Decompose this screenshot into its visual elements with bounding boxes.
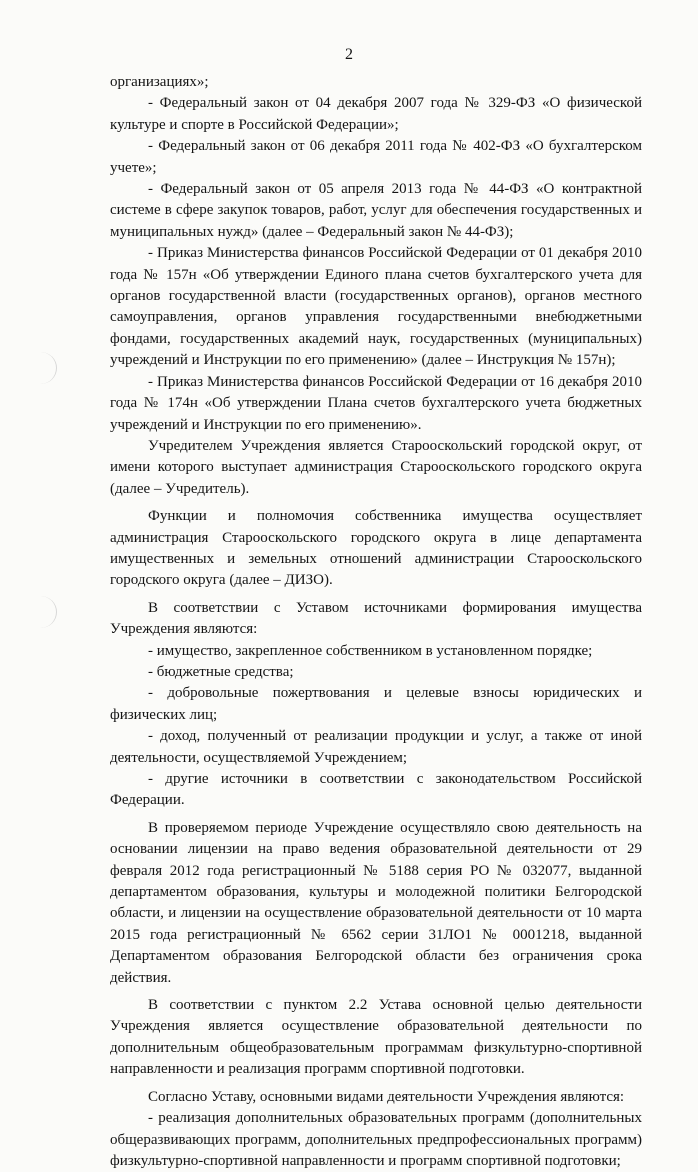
list-item: - Федеральный закон от 04 декабря 2007 года № 329-ФЗ «О физической культуре и спорте в Российской Федерации»; — [110, 95, 642, 133]
list-item: - реализация дополнительных образовательных программ (дополнительных общеразвивающих программ, дополнительных предпрофессиональных программ) физкультурно-спортивной направленности и программ спортивной подготовки; — [110, 1110, 642, 1169]
list-item: - Приказ Министерства финансов Российской Федерации от 01 декабря 2010 года № 157н «Об утверждении Единого плана счетов бухгалтерского учета для органов государственной власти (государственных органов), органов местного самоуправления, органов управления государственными внебюджетными фондами, государственных академий наук, государственных (муниципальных) учреждений и Инструкции по его применению» (далее – Инструкция № 157н); — [110, 245, 642, 369]
list-item: - имущество, закрепленное собственником в установленном порядке; — [148, 642, 593, 659]
list-item: - другие источники в соответствии с законодательством Российской Федерации. — [110, 771, 642, 809]
paragraph: В соответствии с Уставом источниками формирования имущества Учреждения являются: — [110, 599, 642, 638]
list-item: - доход, полученный от реализации продукции и услуг, а также от иной деятельности, осуществляемой Учреждением; — [110, 728, 642, 766]
paragraph: Функции и полномочия собственника имущества осуществляет администрация Старооскольского городского округа в лице департамента имущественных и земельных отношений администрации Старооскольского городского округа (далее – ДИЗО). — [110, 508, 642, 589]
paragraph: Согласно Уставу, основными видами деятельности Учреждения являются: — [148, 1088, 625, 1105]
page-number: 2 — [345, 46, 353, 63]
punch-hole-mark — [24, 596, 57, 628]
list-item: - Приказ Министерства финансов Российской Федерации от 16 декабря 2010 года № 174н «Об утверждении Плана счетов бухгалтерского учета бюджетных учреждений и Инструкции по его применению». — [110, 373, 642, 433]
list-item: - добровольные пожертвования и целевые взносы юридических и физических лиц; — [110, 685, 642, 723]
list-item: - Федеральный закон от 06 декабря 2011 года № 402-ФЗ «О бухгалтерском учете»; — [110, 138, 642, 176]
list-item: - бюджетные средства; — [148, 663, 294, 680]
paragraph: организациях»; — [110, 74, 209, 90]
paragraph: В соответствии с пунктом 2.2 Устава основной целью деятельности Учреждения является осуществление образовательной деятельности по дополнительным общеобразовательным программам физкультурно-спортивной направленности и реализация программ спортивной подготовки. — [110, 997, 642, 1078]
list-item: - Федеральный закон от 05 апреля 2013 года № 44-ФЗ «О контрактной системе в сфере закупок товаров, работ, услуг для обеспечения государственных и муниципальных нужд» (далее – Федеральный закон № 44-ФЗ); — [110, 181, 642, 240]
document-body — [110, 72, 642, 1172]
punch-hole-mark — [24, 352, 57, 384]
paragraph: В проверяемом периоде Учреждение осуществляло свою деятельность на основании лицензии на право ведения образовательной деятельности от 29 февраля 2012 года регистрационный № 5188 серия РО № 032077, выданной департаментом образования, культуры и молодежной политики Белгородской области, и лицензии на осуществление образовательной деятельности от 10 марта 2015 года регистрационный № 6562 серии 31ЛО1 № 0001218, выданной Департаментом образования Белгородской области без ограничения срока действия. — [110, 819, 642, 986]
paragraph: Учредителем Учреждения является Старооскольский городской округ, от имени которого выступает администрация Старооскольского городского округа (далее – Учредитель). — [110, 437, 642, 497]
